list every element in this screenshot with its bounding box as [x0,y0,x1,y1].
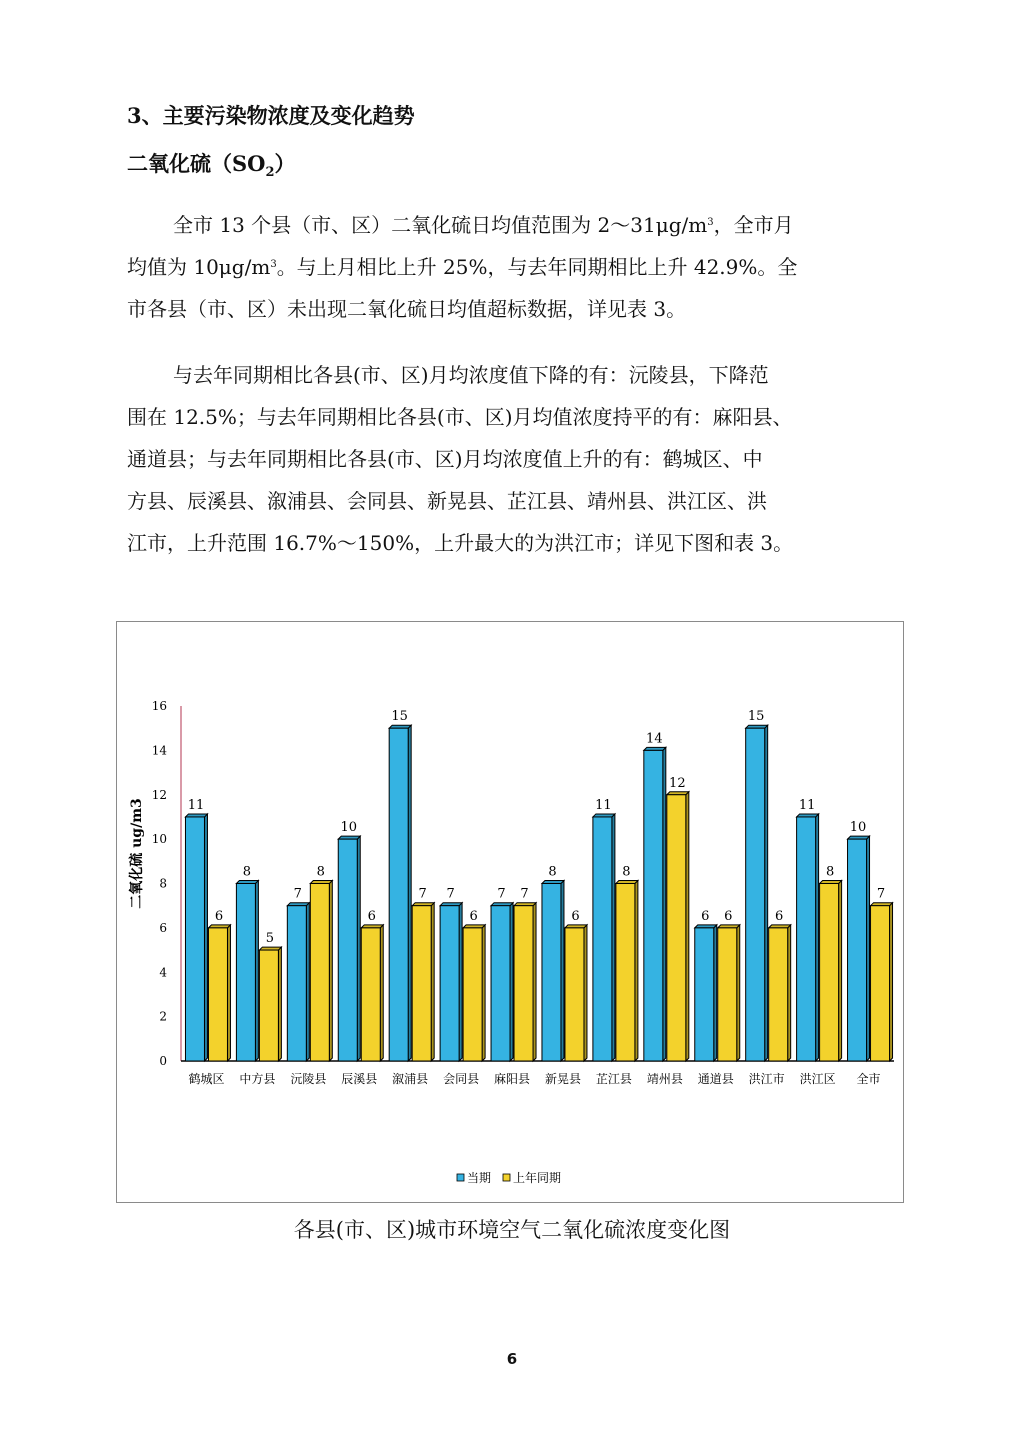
bar-current [287,906,306,1061]
bar-last-year-value-label: 8 [622,864,631,880]
bar-last-year [769,928,788,1061]
bar-last-year-value-label: 5 [265,931,275,947]
x-tick-label: 辰溪县 [341,1072,378,1086]
y-tick-label: 4 [159,965,167,980]
bar-last-year-value-label: 6 [775,908,784,924]
bar-last-year [208,928,227,1061]
bar-last-year-value-label: 7 [876,886,886,902]
paragraph-line: 均值为 $10\mu g/m^3$。与上月相比上升 25%，与去年同期相比上升 42.9%。全 [127,255,798,279]
bar-current [491,906,510,1061]
bar-current [644,750,663,1061]
bar-current [848,839,867,1061]
x-tick-label: 沅陵县 [290,1072,327,1086]
bar-last-year [820,884,839,1062]
bar-last-year-value-label: 6 [214,908,224,924]
bar-last-year-value-label: 12 [669,775,686,791]
x-tick-label: 中方县 [239,1072,276,1086]
bar-last-year-value-label: 6 [367,908,376,924]
x-tick-label: 洪江区 [799,1072,836,1086]
bar-current [695,928,714,1061]
bar-last-year-value-label: 6 [469,908,478,924]
x-tick-label: 溆浦县 [392,1072,429,1086]
bar-last-year [514,906,533,1061]
bar-current [440,906,459,1061]
paragraph-line: 江市，上升范围 16.7%～150%，上升最大的为洪江市；详见下图和表 3。 [127,531,794,555]
y-tick-label: 6 [159,920,167,935]
bar-current [593,817,612,1061]
bar-last-year-value-label: 7 [418,886,427,902]
bar-current [185,817,204,1061]
bar-current-value-label: 10 [340,820,358,836]
bar-last-year-value-label: 8 [825,864,835,880]
bar-last-year [871,906,890,1061]
bar-last-year [616,884,635,1062]
x-tick-label: 洪江市 [748,1072,785,1086]
bar-last-year [667,795,686,1061]
paragraph-line: 方县、辰溪县、溆浦县、会同县、新晃县、芷江县、靖州县、洪江区、洪 [127,489,767,513]
bar-current-value-label: 11 [187,797,205,813]
bar-current [797,817,816,1061]
legend-label-last-year: 上年同期 [513,1171,562,1185]
bar-current-value-label: 6 [701,908,710,924]
paragraph-line: 市各县（市、区）未出现二氧化硫日均值超标数据，详见表 3。 [127,297,687,321]
paragraph-line: 全市 13 个县（市、区）二氧化硫日均值范围为 $2\sim 31\mu g/m^3$，全市月 [173,213,794,237]
y-tick-label: 12 [151,787,167,802]
x-tick-label: 鹤城区 [188,1072,225,1086]
x-tick-label: 全市 [856,1072,881,1086]
y-tick-label: 2 [159,1009,167,1024]
bar-last-year-value-label: 6 [571,908,580,924]
page-number: 6 [506,1350,518,1368]
y-tick-label: 8 [159,876,167,891]
bar-current-value-label: 8 [242,864,252,880]
bar-current-value-label: 15 [747,709,765,725]
pollutant-heading: 二氧化硫$(SO_2)$ [127,151,296,181]
bar-current-value-label: 11 [595,797,612,813]
bar-current [389,728,408,1061]
legend-swatch-last-year [503,1174,510,1181]
bar-current-value-label: 7 [293,886,302,902]
figure-caption: 各县(市、区)城市环境空气二氧化硫浓度变化图 [293,1218,731,1242]
bar-last-year [361,928,380,1061]
paragraph-line: 与去年同期相比各县(市、区)月均浓度值下降的有：沅陵县，下降范 [173,363,769,387]
y-axis-title: 二氧化硫 ug/m3 [129,798,145,909]
bar-current-value-label: 10 [849,820,867,836]
x-tick-label: 芷江县 [595,1072,632,1086]
paragraph-line: 通道县；与去年同期相比各县(市、区)月均浓度值上升的有：鹤城区、中 [127,447,763,471]
x-tick-label: 新晃县 [544,1072,581,1086]
bar-current [236,884,255,1062]
bar-last-year [463,928,482,1061]
bar-current-value-label: 7 [497,886,506,902]
paragraph-summary [127,204,927,330]
y-tick-label: 0 [159,1054,167,1068]
bar-current-value-label: 11 [798,797,816,813]
x-tick-label: 通道县 [697,1072,734,1086]
bar-last-year [565,928,584,1061]
bar-last-year-value-label: 6 [724,908,733,924]
bar-current-value-label: 7 [446,886,455,902]
bar-current-value-label: 8 [548,864,557,880]
bar-current [542,884,561,1062]
bar-last-year [310,884,329,1062]
paragraph-line: 围在 12.5%；与去年同期相比各县(市、区)月均值浓度持平的有：麻阳县、 [127,405,793,429]
bar-last-year-value-label: 8 [316,864,325,880]
bar-current [338,839,357,1061]
x-tick-label: 会同县 [443,1072,480,1086]
x-tick-label: 靖州县 [646,1072,683,1086]
bar-last-year [259,950,278,1061]
y-tick-label: 10 [151,832,167,847]
legend-label-current: 当期 [467,1171,492,1185]
bar-last-year-value-label: 7 [520,886,529,902]
bar-last-year [412,906,431,1061]
x-tick-label: 麻阳县 [494,1072,531,1086]
section-heading: 3、主要污染物浓度及变化趋势 [127,103,415,128]
y-tick-label: 14 [151,743,167,758]
legend-swatch-current [457,1174,464,1181]
paragraph-comparison [127,354,927,564]
chart-frame [116,621,904,1203]
bar-current-value-label: 14 [646,731,663,747]
bar-last-year [718,928,737,1061]
so2-bar-chart [117,622,903,1202]
bar-current-value-label: 15 [391,709,408,725]
y-tick-label: 16 [151,699,167,713]
bar-current [746,728,765,1061]
